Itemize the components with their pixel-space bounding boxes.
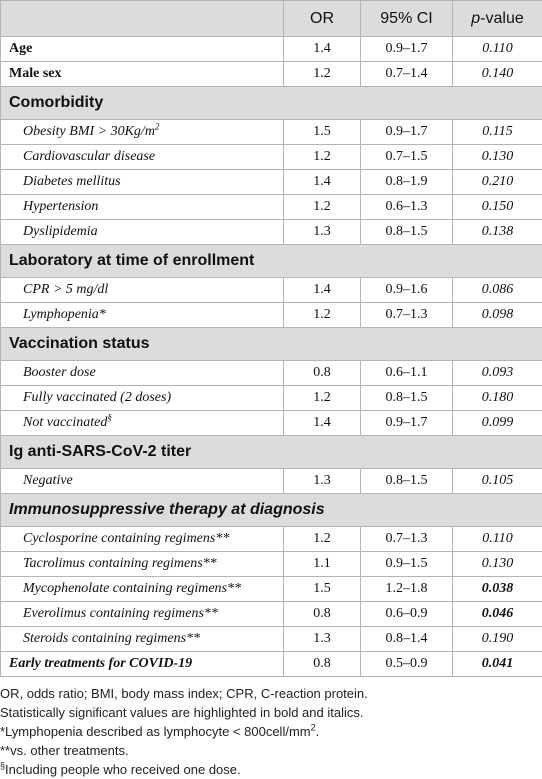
row-label-text: Hypertension <box>23 199 98 214</box>
header-p-value <box>453 1 542 37</box>
header-or: OR <box>284 1 361 37</box>
row-label-text: Not vaccinated <box>23 415 107 430</box>
confidence-interval-cell: 0.9–1.5 <box>361 552 453 577</box>
p-value-cell: 0.041 <box>453 652 542 677</box>
odds-ratio-cell: 1.4 <box>284 37 361 62</box>
footnote-treatments: **vs. other treatments. <box>0 741 542 760</box>
header-p-italic: p <box>471 10 480 27</box>
p-value-cell: 0.110 <box>453 37 542 62</box>
odds-ratio-cell: 1.5 <box>284 577 361 602</box>
confidence-interval-cell: 0.8–1.9 <box>361 170 453 195</box>
odds-ratio-cell: 1.3 <box>284 627 361 652</box>
row-label <box>1 652 284 677</box>
table-row <box>1 303 542 328</box>
odds-ratio-cell: 0.8 <box>284 602 361 627</box>
p-value-cell: 0.110 <box>453 527 542 552</box>
p-value-cell: 0.150 <box>453 195 542 220</box>
confidence-interval-cell: 0.8–1.5 <box>361 386 453 411</box>
row-label <box>1 195 284 220</box>
section-heading: Comorbidity <box>1 87 542 120</box>
section-heading: Laboratory at time of enrollment <box>1 245 542 278</box>
header-p-rest: -value <box>480 10 524 27</box>
odds-ratio-cell: 1.3 <box>284 220 361 245</box>
footnote-significance: Statistically significant values are highlighted in bold and italics. <box>0 703 542 722</box>
table-row <box>1 62 542 87</box>
table-row <box>1 469 542 494</box>
section-row <box>1 436 542 469</box>
odds-ratio-cell: 1.2 <box>284 195 361 220</box>
confidence-interval-cell: 0.8–1.5 <box>361 220 453 245</box>
odds-ratio-cell: 1.1 <box>284 552 361 577</box>
row-label-sup: § <box>107 412 112 422</box>
row-label <box>1 602 284 627</box>
row-label-text: Diabetes mellitus <box>23 174 121 189</box>
confidence-interval-cell: 0.6–1.3 <box>361 195 453 220</box>
table-row <box>1 278 542 303</box>
row-label <box>1 386 284 411</box>
confidence-interval-cell: 0.7–1.3 <box>361 303 453 328</box>
p-value-cell: 0.180 <box>453 386 542 411</box>
section-row <box>1 87 542 120</box>
table-row <box>1 386 542 411</box>
row-label-text: Mycophenolate containing regimens** <box>23 581 241 596</box>
odds-ratio-cell: 1.4 <box>284 170 361 195</box>
p-value-cell: 0.130 <box>453 552 542 577</box>
confidence-interval-cell: 0.9–1.6 <box>361 278 453 303</box>
row-label <box>1 627 284 652</box>
row-label-text: Steroids containing regimens** <box>23 631 200 646</box>
p-value-cell: 0.093 <box>453 361 542 386</box>
row-label-text: Booster dose <box>23 365 96 380</box>
footnote-lymphopenia-end: . <box>316 724 320 739</box>
confidence-interval-cell: 1.2–1.8 <box>361 577 453 602</box>
odds-ratio-cell: 1.3 <box>284 469 361 494</box>
row-label-sup: 2 <box>155 121 160 131</box>
p-value-cell: 0.098 <box>453 303 542 328</box>
row-label <box>1 145 284 170</box>
row-label <box>1 220 284 245</box>
row-label-text: Cardiovascular disease <box>23 149 155 164</box>
table-row <box>1 220 542 245</box>
row-label-text: Age <box>9 41 32 56</box>
section-heading: Vaccination status <box>1 328 542 361</box>
odds-ratio-cell: 1.2 <box>284 62 361 87</box>
odds-ratio-cell: 1.5 <box>284 120 361 145</box>
table-row <box>1 411 542 436</box>
table-footnotes <box>0 684 542 779</box>
row-label-text: Dyslipidemia <box>23 224 98 239</box>
p-value-cell: 0.105 <box>453 469 542 494</box>
p-value-cell: 0.038 <box>453 577 542 602</box>
p-value-cell: 0.190 <box>453 627 542 652</box>
confidence-interval-cell: 0.9–1.7 <box>361 120 453 145</box>
table-row <box>1 37 542 62</box>
p-value-cell: 0.130 <box>453 145 542 170</box>
footnote-abbreviations: OR, odds ratio; BMI, body mass index; CPR, C-reaction protein. <box>0 684 542 703</box>
header-variable <box>1 1 284 37</box>
header-ci: 95% CI <box>361 1 453 37</box>
confidence-interval-cell: 0.6–0.9 <box>361 602 453 627</box>
row-label-text: Cyclosporine containing regimens** <box>23 531 229 546</box>
table-row <box>1 170 542 195</box>
table-row <box>1 577 542 602</box>
row-label <box>1 411 284 436</box>
section-row <box>1 494 542 527</box>
row-label-text: Early treatments for COVID-19 <box>9 656 192 671</box>
table-row <box>1 652 542 677</box>
row-label <box>1 361 284 386</box>
table-row <box>1 195 542 220</box>
section-heading: Ig anti-SARS-CoV-2 titer <box>1 436 542 469</box>
footnote-one-dose-sup: § <box>0 761 5 771</box>
row-label <box>1 170 284 195</box>
footnote-one-dose <box>0 760 542 779</box>
table-row <box>1 145 542 170</box>
row-label-text: Obesity BMI > 30Kg/m <box>23 124 155 139</box>
confidence-interval-cell: 0.7–1.4 <box>361 62 453 87</box>
confidence-interval-cell: 0.8–1.5 <box>361 469 453 494</box>
row-label-text: Tacrolimus containing regimens** <box>23 556 217 571</box>
row-label <box>1 278 284 303</box>
confidence-interval-cell: 0.6–1.1 <box>361 361 453 386</box>
table-body <box>1 37 542 677</box>
p-value-cell: 0.046 <box>453 602 542 627</box>
odds-ratio-cell: 0.8 <box>284 652 361 677</box>
odds-ratio-cell: 1.4 <box>284 278 361 303</box>
odds-ratio-cell: 1.2 <box>284 303 361 328</box>
confidence-interval-cell: 0.9–1.7 <box>361 37 453 62</box>
table-row <box>1 120 542 145</box>
odds-ratio-cell: 1.2 <box>284 527 361 552</box>
table-header-row <box>1 1 542 37</box>
row-label <box>1 62 284 87</box>
p-value-cell: 0.099 <box>453 411 542 436</box>
confidence-interval-cell: 0.8–1.4 <box>361 627 453 652</box>
footnote-one-dose-text: Including people who received one dose. <box>5 762 241 777</box>
p-value-cell: 0.115 <box>453 120 542 145</box>
row-label <box>1 552 284 577</box>
table-row <box>1 527 542 552</box>
row-label-text: Lymphopenia* <box>23 307 106 322</box>
table-row <box>1 627 542 652</box>
footnote-lymphopenia <box>0 722 542 741</box>
section-row <box>1 328 542 361</box>
row-label-text: CPR > 5 mg/dl <box>23 282 108 297</box>
odds-ratio-cell: 1.4 <box>284 411 361 436</box>
row-label <box>1 120 284 145</box>
row-label <box>1 469 284 494</box>
p-value-cell: 0.140 <box>453 62 542 87</box>
p-value-cell: 0.086 <box>453 278 542 303</box>
confidence-interval-cell: 0.7–1.5 <box>361 145 453 170</box>
row-label-text: Fully vaccinated (2 doses) <box>23 390 171 405</box>
section-heading: Immunosuppressive therapy at diagnosis <box>1 494 542 527</box>
odds-ratio-cell: 0.8 <box>284 361 361 386</box>
odds-ratio-cell: 1.2 <box>284 386 361 411</box>
p-value-cell: 0.138 <box>453 220 542 245</box>
confidence-interval-cell: 0.9–1.7 <box>361 411 453 436</box>
row-label <box>1 577 284 602</box>
footnote-lymphopenia-sup: 2 <box>311 723 316 733</box>
table-row <box>1 552 542 577</box>
confidence-interval-cell: 0.7–1.3 <box>361 527 453 552</box>
odds-ratio-cell: 1.2 <box>284 145 361 170</box>
table-row <box>1 602 542 627</box>
footnote-lymphopenia-text: *Lymphopenia described as lymphocyte < 800cell/mm <box>0 724 311 739</box>
row-label <box>1 527 284 552</box>
confidence-interval-cell: 0.5–0.9 <box>361 652 453 677</box>
row-label-text: Male sex <box>9 66 61 81</box>
row-label <box>1 37 284 62</box>
row-label-text: Everolimus containing regimens** <box>23 606 218 621</box>
section-row <box>1 245 542 278</box>
row-label <box>1 303 284 328</box>
row-label-text: Negative <box>23 473 73 488</box>
table-row <box>1 361 542 386</box>
p-value-cell: 0.210 <box>453 170 542 195</box>
